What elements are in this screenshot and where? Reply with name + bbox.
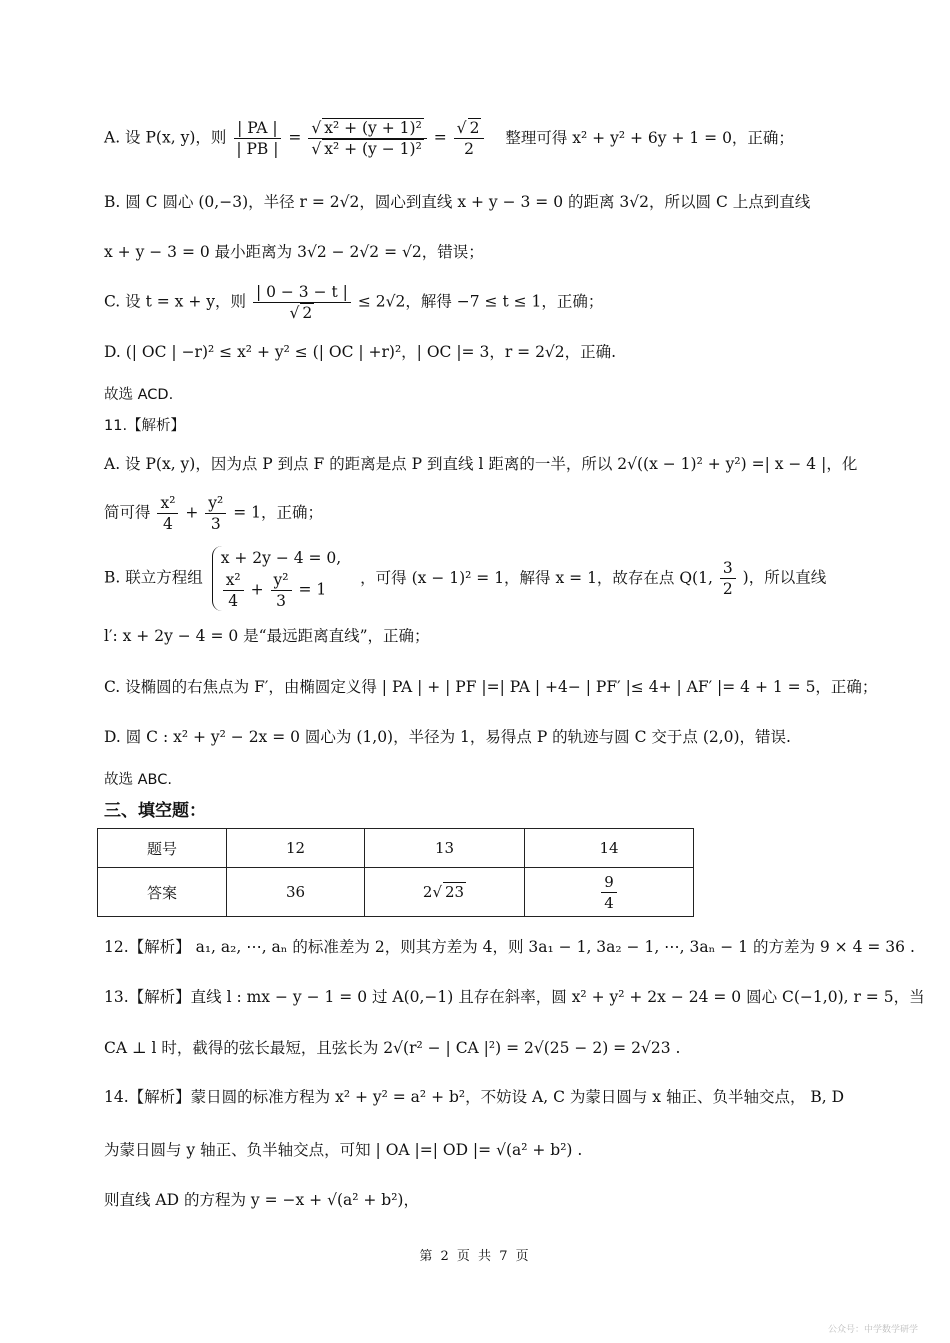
s13-line2: CA ⊥ l 时，截得的弦长最短，且弦长为 2√(r² − | CA |²) = 2√(25 − 2) = 2√23 . — [104, 1039, 681, 1057]
s10-option-b-line2: x + y − 3 = 0 最小距离为 3√2 − 2√2 = √2，错误； — [104, 243, 484, 261]
table-header-cell: 13 — [365, 829, 525, 868]
s14-line1: 14.【解析】蒙日圆的标准方程为 x² + y² = a² + b²，不妨设 A, C 为蒙日圆与 x 轴正、负半轴交点， B, D — [104, 1088, 845, 1106]
s11-b-q-frac: $\frac{3}{2}$ — [720, 558, 736, 599]
s10-a-ratio — [233, 118, 281, 159]
table-header-cell: 题号 — [98, 829, 227, 868]
s10-a-ratio-num: | PA | — [234, 118, 281, 139]
s10-c-tail: ≤ 2√2，解得 −7 ≤ t ≤ 1，正确； — [357, 292, 604, 311]
s11-b-eq1: x + 2y − 4 = 0, — [220, 549, 342, 567]
s10-a-point: P(x, y)，则 — [145, 128, 227, 147]
s14-line3: 则直线 AD 的方程为 y = −x + √(a² + b²)， — [104, 1191, 419, 1209]
s11-option-a-line2 — [104, 493, 850, 534]
s11-a-frac-x — [157, 493, 178, 534]
s11-a-tail: = 1，正确； — [233, 503, 323, 522]
s14-line2: 为蒙日圆与 y 轴正、负半轴交点，可知 | OA |=| OD |= √(a² + b²) . — [104, 1141, 583, 1159]
s11-a-lead: 简可得 — [104, 503, 151, 522]
s11-option-a-line1: A. 设 P(x, y)，因为点 P 到点 F 的距离是点 P 到直线 l 距离的一半，所以 2√((x − 1)² + y²) =| x − 4 |，化 — [104, 455, 858, 473]
s11-a-x2: x² — [157, 493, 178, 514]
s11-a-y2: y² — [205, 493, 226, 514]
s10-c-den: √ 2 — [289, 304, 313, 322]
s10-c-num: | 0 − 3 − t | — [253, 282, 351, 303]
table-row — [98, 868, 694, 917]
s10-a-rad-den: √ x² + (y − 1)² — [311, 140, 422, 158]
s10-option-c — [104, 282, 850, 323]
s10-a-rad-num: √ x² + (y + 1)² — [308, 118, 426, 139]
table-row — [98, 829, 694, 868]
s12-text: 12.【解析】 a₁, a₂, ⋯, aₙ 的标准差为 2，则其方差为 4，则 3a₁ − 1, 3a₂ − 1, ⋯, 3aₙ − 1 的方差为 9 × 4 = 36 . — [104, 938, 915, 956]
s10-a-two: 2 — [464, 140, 474, 158]
s10-option-a: A. 设 P(x, y)，则 $\frac{| PA |}{| PB |}$ = $\frac{\text{√ x² + (y + 1)²}}{\text{√ x² + (y − 1)²}}$ = $\frac{√ 2}{2}$ 整理可得 x² + y² + 6y + 1 = 0，正确； — [104, 119, 794, 158]
s10-a-eq: = — [433, 128, 447, 147]
s13-line1: 13.【解析】直线 l : mx − y − 1 = 0 过 A(0,−1) 且存在斜率，圆 x² + y² + 2x − 24 = 0 圆心 C(−1,0), r = 5，当 — [104, 988, 925, 1006]
s11-option-d: D. 圆 C : x² + y² − 2x = 0 圆心为 (1,0)，半径为 1，易得点 P 的轨迹与圆 C 交于点 (2,0)，错误. — [104, 728, 791, 746]
s10-a-root2-over-2 — [454, 118, 485, 159]
watermark: 公众号：中学数学研学 — [827, 1325, 918, 1335]
s10-c-frac — [253, 282, 351, 323]
table-row-label: 答案 — [98, 868, 227, 917]
answer-13: 2√ 23 — [365, 868, 525, 917]
s10-c-lead: C. 设 t = x + y，则 — [104, 292, 246, 311]
page-footer: 第 2 页 共 7 页 — [419, 1249, 531, 1264]
s10-a-lead: A. 设 — [104, 128, 141, 147]
section3-title: 三、填空题： — [104, 801, 206, 821]
s11-b-eq2: $\frac{\text{x²}}{4}$ + $\frac{\text{y²}}{3}$ = 1 — [221, 570, 342, 611]
s10-a-tail: 整理可得 x² + y² + 6y + 1 = 0，正确； — [505, 128, 794, 147]
s11-a-3: 3 — [210, 515, 221, 533]
table-header-cell: 14 — [525, 829, 694, 868]
s10-option-d: D. (| OC | −r)² ≤ x² + y² ≤ (| OC | +r)²，| OC |= 3，r = 2√2，正确. — [104, 343, 617, 361]
answer-table — [97, 828, 694, 917]
s11-option-c: C. 设椭圆的右焦点为 F′，由椭圆定义得 | PA | + | PF |=| PA | +4− | PF′ |≤ 4+ | AF′ |= 4 + 1 = 5，正确； — [104, 678, 878, 696]
s10-a-ratio-den: | PB | — [236, 140, 279, 158]
answer-14: $\frac{9}{4}$ — [525, 868, 694, 917]
s11-title: 11.【解析】 — [104, 418, 186, 434]
s11-b-mid: ，可得 (x − 1)² = 1，解得 x = 1，故存在点 Q(1, — [360, 568, 713, 587]
s11-b-lead: B. 联立方程组 — [104, 568, 203, 587]
s10-choice: 故选 ACD. — [104, 387, 174, 403]
s11-option-b — [104, 546, 850, 611]
answer-12: 36 — [227, 868, 365, 917]
s11-a-frac-y — [205, 493, 226, 534]
s11-a-plus: + — [185, 503, 199, 522]
s11-a-4: 4 — [163, 515, 173, 533]
s10-option-b-line1: B. 圆 C 圆心 (0,−3)，半径 r = 2√2，圆心到直线 x + y − 3 = 0 的距离 3√2，所以圆 C 上点到直线 — [104, 193, 811, 211]
table-header-cell: 12 — [227, 829, 365, 868]
s11-b-tail: )，所以直线 — [742, 568, 827, 587]
s10-a-root2: √ 2 — [454, 118, 485, 139]
s11-choice: 故选 ABC. — [104, 772, 172, 788]
s11-option-b-line2: l′: x + 2y − 4 = 0 是“最远距离直线”，正确； — [104, 627, 430, 645]
s11-b-system — [212, 546, 342, 611]
s10-a-radical-ratio — [308, 118, 426, 159]
